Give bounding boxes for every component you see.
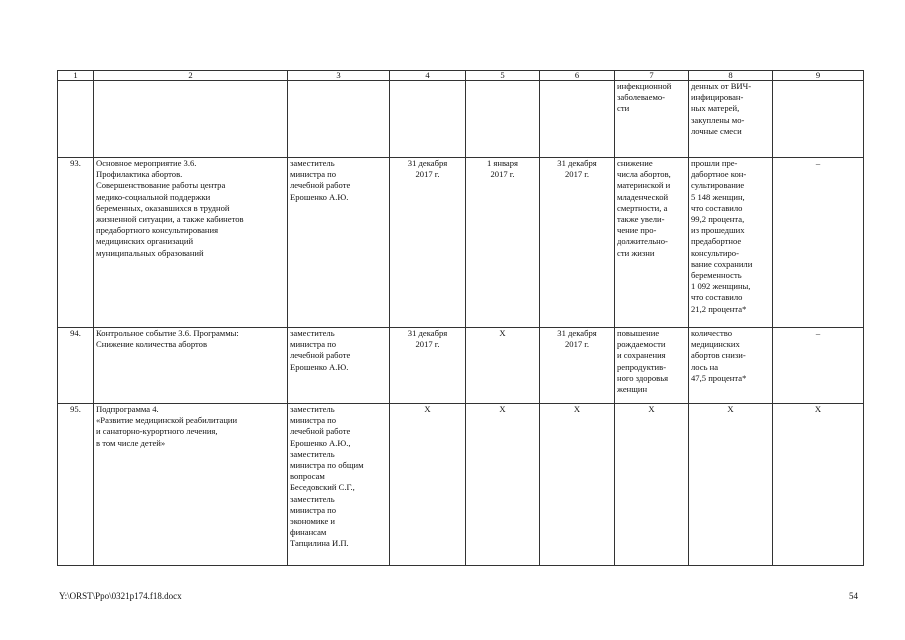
event-name: Основное мероприятие 3.6. Профилактика абортов. Совершенствование работы центра медико-социальной поддержки беременных, оказавшихся в трудной жизненной ситуации, а также кабинетов предабортного консультирования медицинских организаций муниципальных образований [94, 158, 288, 328]
row-number: 95. [58, 404, 94, 566]
planned-date: 31 декабря 2017 г. [390, 328, 466, 404]
row-number: 94. [58, 328, 94, 404]
column-header: 8 [689, 71, 773, 81]
report-table [57, 70, 864, 566]
table-cell [94, 81, 288, 158]
responsible-person: заместитель министра по лечебной работе Ерошенко А.Ю. [288, 158, 390, 328]
expected-result: повышение рождаемости и сохранения репродуктив- ного здоровья женщин [615, 328, 689, 404]
column-header: 4 [390, 71, 466, 81]
expected-result: Х [615, 404, 689, 566]
table-cell [390, 81, 466, 158]
start-date: Х [466, 328, 540, 404]
event-name: Подпрограмма 4. «Развитие медицинской реабилитации и санаторно-курортного лечения, в том числе детей» [94, 404, 288, 566]
achieved-result: Х [689, 404, 773, 566]
result-cell: инфекционной заболеваемо- сти [615, 81, 689, 158]
column-header: 7 [615, 71, 689, 81]
achieved-result: прошли пре- дабортное кон- сультирование 5 148 женщин, что составило 99,2 процента, из прошедших предабортное консультиро- вание сохранили беременность 1 092 женщины, что составило 21,2 процента* [689, 158, 773, 328]
page-number: 54 [849, 591, 858, 601]
responsible-person: заместитель министра по лечебной работе Ерошенко А.Ю. [288, 328, 390, 404]
table-cell [288, 81, 390, 158]
problems-cell: Х [773, 404, 864, 566]
column-header: 9 [773, 71, 864, 81]
table-cell [58, 81, 94, 158]
column-header: 5 [466, 71, 540, 81]
continuation-row [58, 81, 864, 158]
problems-cell: – [773, 158, 864, 328]
end-date: 31 декабря 2017 г. [540, 328, 615, 404]
column-number-row [58, 71, 864, 81]
table-cell [773, 81, 864, 158]
responsible-person: заместитель министра по лечебной работе Ерошенко А.Ю., заместитель министра по общим вопросам Беседовский С.Г., заместитель министра по экономике и финансам Тапцилина И.П. [288, 404, 390, 566]
end-date: Х [540, 404, 615, 566]
achievement-cell: денных от ВИЧ- инфицирован- ных матерей, закуплены мо- лочные смеси [689, 81, 773, 158]
column-header: 6 [540, 71, 615, 81]
planned-date: 31 декабря 2017 г. [390, 158, 466, 328]
table-row [58, 404, 864, 566]
table-row [58, 158, 864, 328]
table-cell [540, 81, 615, 158]
planned-date: Х [390, 404, 466, 566]
end-date: 31 декабря 2017 г. [540, 158, 615, 328]
table-cell [466, 81, 540, 158]
column-header: 2 [94, 71, 288, 81]
start-date: Х [466, 404, 540, 566]
achieved-result: количество медицинских абортов снизи- лось на 47,5 процента* [689, 328, 773, 404]
column-header: 3 [288, 71, 390, 81]
expected-result: снижение числа абортов, материнской и младенческой смертности, а также увели- чение про- должительно- сти жизни [615, 158, 689, 328]
file-path: Y:\ORST\Ppo\0321p174.f18.docx [59, 591, 182, 601]
problems-cell: – [773, 328, 864, 404]
column-header: 1 [58, 71, 94, 81]
row-number: 93. [58, 158, 94, 328]
table-row [58, 328, 864, 404]
event-name: Контрольное событие 3.6. Программы: Снижение количества абортов [94, 328, 288, 404]
start-date: 1 января 2017 г. [466, 158, 540, 328]
